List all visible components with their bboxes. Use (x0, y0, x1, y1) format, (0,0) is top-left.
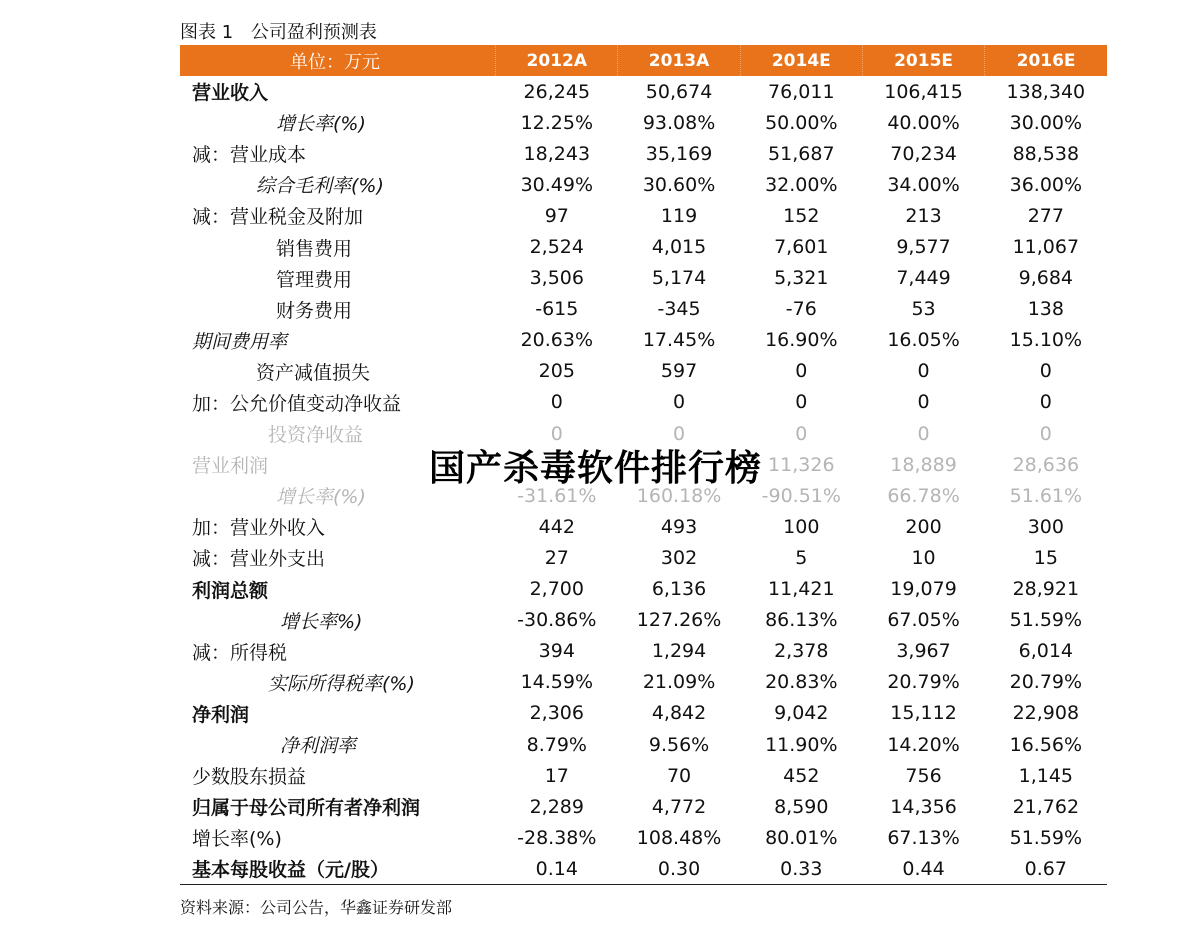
table-cell: 0.44 (862, 853, 984, 885)
table-cell: 2,524 (529, 236, 584, 259)
row-label: 实际所得税率(%) (268, 672, 415, 695)
table-cell: 7,601 (774, 236, 829, 259)
table-cell: -28.38% (517, 826, 597, 849)
table-cell: 27 (544, 546, 569, 569)
table-cell: 97 (544, 204, 569, 227)
table-cell: 277 (1027, 204, 1064, 227)
table-cell: 0 (795, 422, 808, 445)
table-cell: 88,538 (1012, 142, 1080, 165)
table-cell: 35,169 (645, 142, 713, 165)
table-cell: 0 (917, 422, 930, 445)
table-cell: 160.18% (636, 484, 722, 507)
table-cell: 18,889 (890, 453, 957, 476)
table-cell: 11,067 (1012, 236, 1080, 259)
row-label: 增长率(%) (276, 486, 366, 509)
table-cell: 2,306 (529, 702, 584, 725)
table-row (180, 200, 1107, 231)
table-cell: 1,294 (651, 640, 707, 663)
table-cell: 28,636 (1012, 453, 1080, 476)
table-cell: 2,289 (529, 795, 584, 818)
table-cell: 93.08% (642, 111, 716, 134)
table-cell: 9,684 (1018, 267, 1074, 290)
table-cell: 67.13% (887, 826, 960, 849)
table-cell: 66.78% (887, 484, 960, 507)
table-cell: 4,842 (651, 702, 707, 725)
table-cell: 0.30 (618, 853, 740, 885)
table-cell: 20.79% (887, 671, 960, 694)
table-cell: 70 (666, 764, 692, 787)
table-row (180, 698, 1107, 729)
table-row (180, 76, 1107, 107)
table-cell: 21,762 (1012, 795, 1080, 818)
table-row (180, 574, 1107, 605)
table-cell: 16.05% (887, 329, 960, 352)
table-cell: -30.86% (517, 609, 597, 632)
table-row (180, 231, 1107, 262)
table-cell: 300 (1027, 515, 1064, 538)
table-cell: 30.49% (520, 173, 594, 196)
table-cell: 205 (538, 360, 575, 383)
row-label: 管理费用 (276, 268, 353, 291)
table-cell: 67.05% (887, 609, 960, 632)
table-cell: 302 (660, 546, 698, 569)
row-label: 基本每股收益（元/股） (180, 853, 496, 885)
row-label: 净利润 (192, 703, 250, 726)
table-cell: 10 (911, 546, 936, 569)
table-cell: 16.90% (765, 329, 838, 352)
table-cell: 4,015 (651, 236, 707, 259)
table-row (180, 138, 1107, 169)
row-label: 减：营业税金及附加 (192, 206, 364, 229)
table-cell: 0 (550, 422, 563, 445)
row-label: 增长率(%) (192, 828, 282, 851)
table-cell: 0 (673, 391, 686, 414)
table-cell: 119 (660, 204, 698, 227)
table-cell: 0 (1039, 360, 1052, 383)
table-cell: 30.00% (1009, 111, 1083, 134)
row-label: 销售费用 (276, 237, 353, 260)
table-cell: 7,449 (896, 267, 951, 290)
table-cell: 76,011 (768, 80, 835, 103)
table-cell: 15,112 (890, 702, 957, 725)
row-label: 资产减值损失 (256, 361, 371, 384)
row-label: 增长率(%) (276, 113, 366, 136)
row-label: 综合毛利率(%) (256, 175, 384, 198)
row-label: 减：营业外支出 (192, 548, 326, 571)
table-cell: 442 (538, 515, 575, 538)
table-cell: 51.61% (1009, 484, 1083, 507)
caption-title: 公司盈利预测表 (250, 22, 377, 43)
table-cell: 20.79% (1009, 671, 1083, 694)
table-cell: 14.59% (520, 671, 594, 694)
table-cell: 12.25% (520, 111, 594, 134)
table-cell: 15 (1033, 546, 1058, 569)
table-row (180, 729, 1107, 760)
table-cell: 32.00% (765, 173, 838, 196)
table-cell: 9,577 (896, 236, 951, 259)
table-cell: 18,243 (523, 142, 591, 165)
table-row (180, 822, 1107, 853)
table-cell: 0.33 (740, 853, 862, 885)
row-label: 营业利润 (192, 455, 269, 478)
table-cell: 0 (917, 360, 930, 383)
table-cell: 138 (1027, 298, 1064, 321)
table-cell: 6,014 (1018, 640, 1074, 663)
table-cell: 6,136 (651, 578, 707, 601)
table-cell: 452 (783, 764, 820, 787)
table-cell: 14,356 (890, 795, 957, 818)
table-cell: 11,421 (768, 578, 835, 601)
table-cell: 3,506 (529, 267, 584, 290)
table-row (180, 356, 1107, 387)
table-row (180, 853, 1107, 885)
table-row (180, 511, 1107, 542)
table-cell: 8,590 (774, 795, 829, 818)
table-cell: 100 (783, 515, 820, 538)
row-label: 净利润率 (280, 735, 357, 758)
table-cell: 1,145 (1018, 764, 1074, 787)
table-cell: 152 (783, 204, 820, 227)
table-cell: 30.60% (642, 173, 716, 196)
table-row (180, 387, 1107, 418)
unit-header: 单位：万元 (180, 45, 496, 76)
table-cell: 0 (795, 360, 808, 383)
table-cell: -31.61% (517, 484, 597, 507)
source-note: 资料来源：公司公告，华鑫证券研发部 (180, 898, 453, 917)
table-cell: 40.00% (887, 111, 960, 134)
table-cell: -90.51% (761, 484, 841, 507)
table-cell: 86.13% (765, 609, 838, 632)
table-header-row (180, 45, 1107, 76)
row-label: 加：营业外收入 (192, 517, 326, 540)
table-row (180, 636, 1107, 667)
table-cell: 5,174 (651, 267, 707, 290)
table-cell: 756 (905, 764, 942, 787)
table-row (180, 542, 1107, 573)
table-cell: 0.14 (496, 853, 618, 885)
table-cell: 16.56% (1009, 733, 1083, 756)
table-cell: 2,378 (774, 640, 829, 663)
table-cell: 50,674 (645, 80, 713, 103)
table-cell: 200 (905, 515, 942, 538)
table-cell: 5 (795, 546, 808, 569)
table-row (180, 169, 1107, 200)
table-row (180, 107, 1107, 138)
caption-label: 图表 1 (180, 22, 234, 43)
overlay-title: 国产杀毒软件排行榜 (428, 448, 762, 489)
table-cell: 0 (673, 422, 686, 445)
table-cell: 17 (544, 764, 569, 787)
table-cell: 9,042 (774, 702, 829, 725)
table-cell: 5,321 (774, 267, 829, 290)
table-cell: 11.90% (765, 733, 838, 756)
table-cell: 80.01% (765, 826, 838, 849)
table-cell: 36.00% (1009, 173, 1083, 196)
table-cell: 106,415 (884, 80, 963, 103)
year-header: 2013A (618, 45, 740, 76)
table-cell: 51.59% (1009, 609, 1083, 632)
row-label: 减：营业成本 (192, 144, 307, 167)
table-cell: 51,687 (768, 142, 835, 165)
table-cell: 138,340 (1006, 80, 1086, 103)
table-cell: 20.83% (765, 671, 838, 694)
table-cell: 11,326 (768, 453, 835, 476)
table-row (180, 294, 1107, 325)
table-cell: 0.67 (985, 853, 1107, 885)
table-caption (180, 18, 377, 44)
table-row (180, 760, 1107, 791)
row-label: 加：公允价值变动净收益 (192, 392, 402, 415)
table-cell: 22,908 (1012, 702, 1080, 725)
table-cell: 0 (550, 391, 563, 414)
table-cell: 28,921 (1012, 578, 1080, 601)
table-cell: 394 (538, 640, 575, 663)
table-cell: -615 (535, 298, 579, 321)
table-cell: 26,245 (523, 80, 591, 103)
table-cell: 15.10% (1009, 329, 1083, 352)
table-cell: 17.45% (642, 329, 716, 352)
table-row (180, 263, 1107, 294)
table-cell: -76 (785, 298, 817, 321)
table-cell: 34.00% (887, 173, 960, 196)
table-cell: 53 (911, 298, 936, 321)
table-cell: 597 (660, 360, 698, 383)
year-header: 2014E (740, 45, 862, 76)
row-label: 归属于母公司所有者净利润 (192, 797, 421, 820)
table-cell: 19,079 (890, 578, 957, 601)
table-row (180, 667, 1107, 698)
table-cell: 14.20% (887, 733, 960, 756)
table-row (180, 325, 1107, 356)
table-cell: 0 (917, 391, 930, 414)
row-label: 期间费用率 (192, 330, 288, 353)
year-header: 2012A (496, 45, 618, 76)
table-cell: 0 (795, 391, 808, 414)
table-cell: 3,967 (896, 640, 951, 663)
row-label: 营业收入 (192, 82, 269, 105)
table-cell: 8.79% (526, 733, 587, 756)
table-cell: 2,700 (529, 578, 584, 601)
table-cell: 493 (660, 515, 698, 538)
table-cell: 51.59% (1009, 826, 1083, 849)
row-label: 少数股东损益 (192, 766, 307, 789)
table-cell: 70,234 (890, 142, 957, 165)
table-cell: 213 (905, 204, 942, 227)
table-cell: 20.63% (520, 329, 594, 352)
table-row (180, 605, 1107, 636)
row-label: 增长率%) (280, 610, 363, 633)
table-cell: 0 (1039, 422, 1052, 445)
year-header: 2015E (862, 45, 984, 76)
row-label: 减：所得税 (192, 641, 288, 664)
row-label: 利润总额 (192, 579, 269, 602)
table-cell: 127.26% (636, 609, 722, 632)
table-cell: 50.00% (765, 111, 838, 134)
row-label: 财务费用 (276, 299, 353, 322)
table-cell: 0 (1039, 391, 1052, 414)
table-cell: 9.56% (648, 733, 710, 756)
table-cell: 108.48% (636, 826, 722, 849)
table-cell: 4,772 (651, 795, 707, 818)
row-label: 投资净收益 (268, 424, 364, 447)
table-cell: 21.09% (642, 671, 716, 694)
table-row (180, 791, 1107, 822)
year-header: 2016E (985, 45, 1107, 76)
table-cell: -345 (657, 298, 701, 321)
